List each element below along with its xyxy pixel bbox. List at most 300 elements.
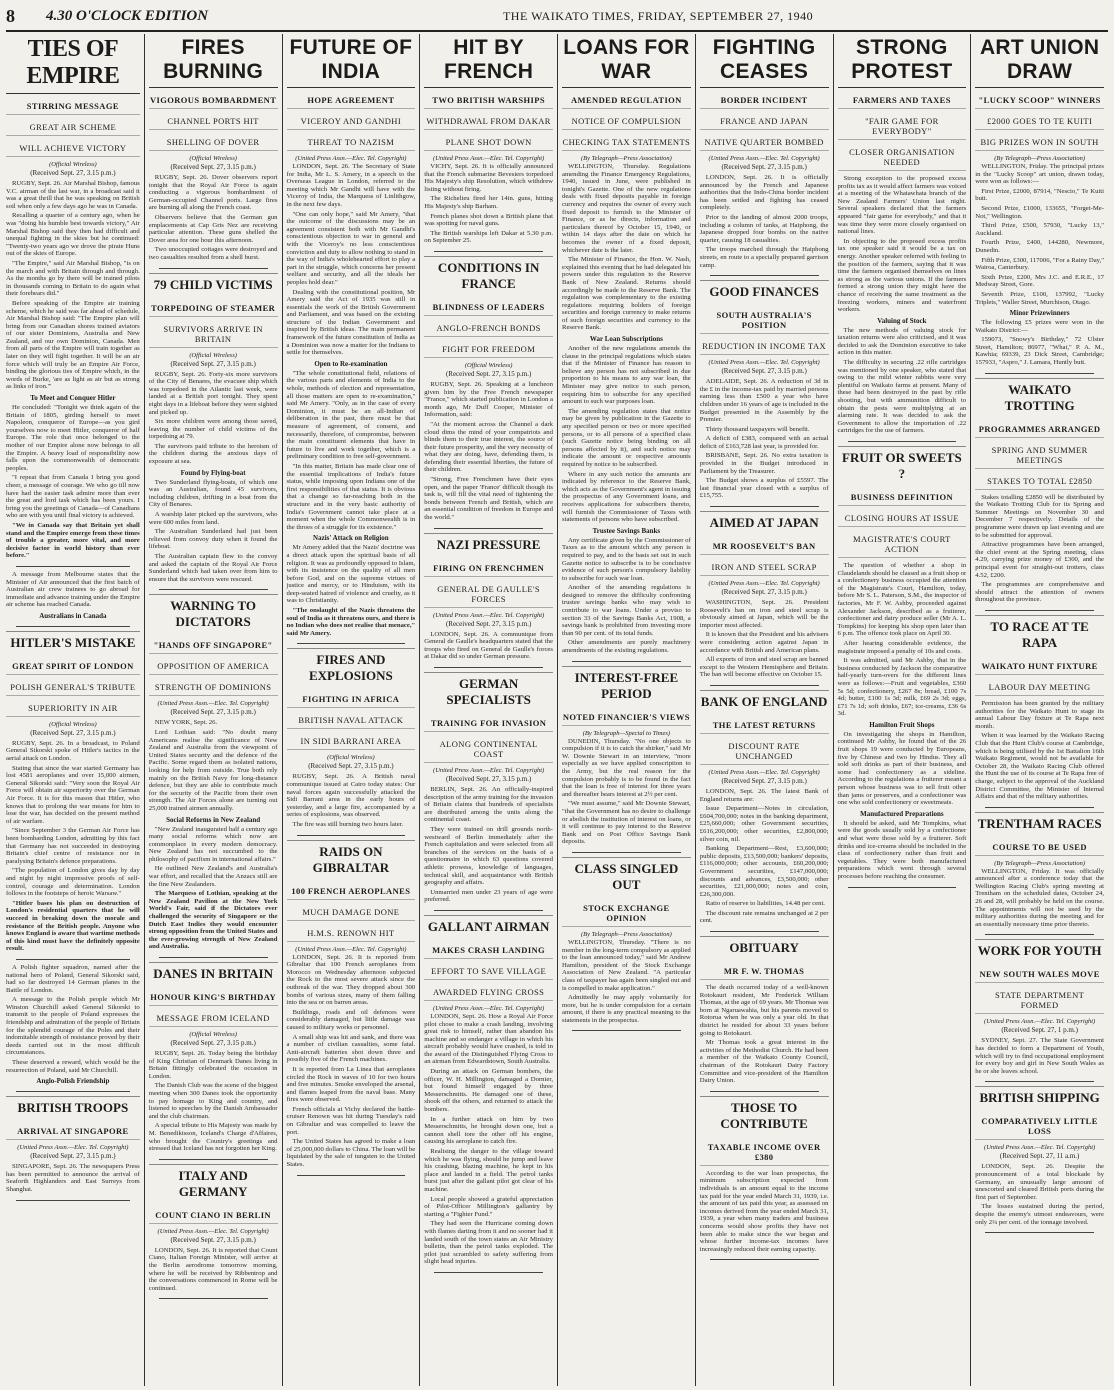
article-paragraph: Strong exception to the proposed excess profits tax as it would affect farmers was voiced at a meeting of the Whatawhata branch of the New Zealand Farmers' Union last night. Several speakers declared that the farmers appeared "fair game for everybody," and that it was time they were more closely organised on national lines.: [837, 175, 967, 236]
article-paragraph: The amending regulation states that notice may be given by publication in the Gazette to any specified person or two or more specified persons, or to all persons of a specified class (such Gazette notice being binding on all persons affected by it), and such notice may indicate the amount or respective amounts required by notice to be subscribed.: [562, 407, 691, 468]
article-paragraph: He concluded: "Tonight we think again of the Britain of 1805, girding herself to meet Napoleon, conqueror of Europe—as you gird yourselves now to meet Hitler, conqueror of half Europe. The role that once belonged to the mother of our Empire alone now belongs to all the Empire. A heavy load of responsibility now falls upon the commonwealth of democratic peoples.: [6, 404, 140, 472]
article-divider: [985, 1081, 1094, 1082]
article-paragraph: Lord Lothian said: "No doubt many Americans realise the significance of New Zealand and Australia from the viewpoint of United States security and the defence of the Pacific. Some regard them as isolated nations, looking for help from outside. True both rely mainly on the British Navy for long-distance defence, but they are able to contribute much for the security of the Pacific from their own strength. The Air Forces alone are turning out 25,000 trained airmen annually.: [148, 728, 278, 812]
subheading: MESSAGE FROM ICELAND: [149, 1010, 278, 1027]
article-divider: [434, 528, 543, 529]
article-paragraph: Buildings, roads and oil defences were considerably damaged, but little damage was caused to military works or personnel.: [286, 1008, 416, 1031]
headline: AIMED AT JAPAN: [700, 511, 829, 534]
inline-subheading: Minor Prizewinners: [1009, 309, 1070, 318]
wire-credit: (Official Wireless): [464, 361, 513, 369]
subheading: TWO BRITISH WARSHIPS: [424, 92, 553, 109]
article-body: [6, 964, 140, 1085]
subheading: 100 FRENCH AEROPLANES: [287, 883, 416, 900]
wire-credit: (By Telegraph—Press Association): [580, 155, 672, 162]
subheading: SUPERIORITY IN AIR: [6, 700, 140, 717]
subheading: FIRING ON FRENCHMEN: [424, 560, 553, 577]
article-paragraph: French planes shot down a British plane that was spotting for naval guns.: [424, 212, 553, 228]
inline-subheading: Australians in Canada: [39, 611, 107, 620]
article-paragraph: The United States has agreed to make a loan of 25,000,000 dollars to China. The loan will be liquidated by the sale of tungsten to the United States.: [286, 1138, 416, 1169]
inline-subheading: Social Reforms in New Zealand: [166, 815, 261, 824]
subheading: STRENGTH OF DOMINIONS: [149, 679, 278, 696]
article-paragraph: The losses sustained during the period, despite the enemy's utmost endeavours, were only 2¼ per cent. of the tonnage involved.: [975, 1203, 1104, 1226]
subheading: BUSINESS DEFINITION: [838, 489, 967, 506]
article-body: [149, 371, 278, 584]
article-divider: [572, 1030, 681, 1031]
subheading: FIGHT FOR FREEDOM: [424, 341, 553, 358]
wire-credit: (United Press Assn.—Elec. Tel. Copyright): [708, 768, 820, 776]
article: [562, 34, 691, 655]
article-body: [975, 868, 1104, 929]
subheading: BORDER INCIDENT: [700, 92, 829, 109]
headline: FIGHTING CEASES: [700, 34, 829, 88]
headline: GALLANT AIRMAN: [424, 915, 553, 938]
article-paragraph: LONDON, Sept. 26. Despite the pronouncement of a total blockade by Germany, an unusually large amount of unescorted and cleared British ports during the first part of September.: [975, 1163, 1104, 1201]
inline-subheading: Anglo-Polish Friendship: [36, 1077, 110, 1086]
article-paragraph: Sixth Prize, £200, Mrs J.C. and E.R.E., 17 Medway Street, Gore.: [975, 273, 1104, 289]
article-divider: [985, 1232, 1094, 1233]
article-body: [700, 174, 829, 269]
headline: FUTURE OF INDIA: [287, 34, 416, 88]
article-paragraph: LONDON, Sept. 26. It is officially announced by the French and Japanese authorities that the Indo-China border incident has been settled and fighting has ceased completely.: [699, 174, 829, 212]
subheading: NOTED FINANCIER'S VIEWS: [562, 709, 691, 726]
article-body: [149, 719, 278, 951]
article-paragraph: "Strong, Free Frenchmen have their eyes open, and the paper 'France' difficult though its task is, will fill the vital need of tightening the bonds between French and British, which are an essential condition of freedom in Europe and the world.": [424, 476, 553, 522]
article-paragraph: LONDON, Sept. 26. How a Royal Air Force pilot chose to make a crash landing, involving great risk to himself, rather than abandon his machine and so endanger a village in which his aircraft probably would have crashed, is told in the award of the Distinguished Flying Cross to an airman from Edwardstown, South Australia.: [424, 1012, 553, 1066]
subheading: FARMERS AND TAXES: [838, 92, 967, 109]
headline: OBITUARY: [700, 936, 829, 959]
article: [700, 511, 829, 679]
article-paragraph: SYDNEY, Sept. 27. The State Government has decided to form a Department of Youth, which will try to find occupational employment for every boy and girl in New South Wales as he or she leaves school.: [975, 1037, 1104, 1075]
article: [424, 533, 553, 661]
article: [838, 34, 967, 435]
inline-subheading: War Loan Subscriptions: [589, 335, 663, 344]
article-paragraph: The Australian captain flew to the convoy and asked the captain of the Royal Air Force Sunderland which had taken over from him to ensure that the survivors were rescued.: [148, 553, 278, 583]
headline: THOSE TO CONTRIBUTE: [700, 1096, 829, 1135]
article-paragraph: RUGBY, Sept. 26. Forty-six more survivors of the City of Benares, the evacuee ship which was torpedoed in the Atlantic last week, were landed at a British port tonight. They spent eight days in a lifeboat before they were sighted and picked up.: [148, 370, 278, 416]
headline: ART UNION DRAW: [975, 34, 1104, 88]
headline: HITLER'S MISTAKE: [6, 631, 140, 654]
subheading: COUNT CIANO IN BERLIN: [149, 1207, 278, 1224]
subheading: GREAT AIR SCHEME: [6, 119, 140, 136]
article-divider: [710, 506, 819, 507]
inline-subheading: Manufactured Preparations: [860, 809, 944, 818]
subheading: MR F. W. THOMAS: [700, 963, 829, 980]
article: [562, 666, 691, 846]
subheading: NOTICE OF COMPULSION: [562, 113, 691, 130]
subheading: ARRIVAL AT SINGAPORE: [6, 1123, 140, 1140]
article-body: [424, 163, 553, 245]
article: [6, 34, 140, 560]
headline: BRITISH SHIPPING: [975, 1086, 1104, 1109]
article-paragraph: BRISBANE, Sept. 26. No extra taxation is provided in the Budget introduced in Parliament by the Treasurer.: [699, 452, 829, 475]
subheading: SPRING AND SUMMER MEETINGS: [975, 442, 1104, 469]
article-divider: [710, 685, 819, 686]
headline: TRENTHAM RACES: [975, 812, 1104, 835]
headline: CONDITIONS IN FRANCE: [424, 256, 553, 295]
article-paragraph: The Minister of Finance, the Hon. W. Nash, explained this evening that he had delegated his powers under this regulation to the Reserve Bank of New Zealand. Returns should accordingly be made to the Reserve Bank. The regulation was complementary to the existing regulations requiring holders of foreign securities and foreign currency to make returns of such foreign securities and currency to the Reserve Bank.: [562, 256, 691, 332]
headline: GERMAN SPECIALISTS: [424, 672, 553, 711]
article-paragraph: RUGBY, Sept. 26. In a broadcast, to Poland General Sikorski spoke of Hitler's tactics in the aerial attack on London.: [6, 739, 140, 763]
article-paragraph: Where in any such notice the amounts are indicated by reference to the Reserve Bank, which acts as the Government's agent in issuing the prospectus of any Government loans, and receives applications for subscribers thereto, will furnish the Commissioner of Taxes with statements of persons who have subscribed.: [562, 470, 691, 524]
article: [424, 256, 553, 522]
article: [975, 812, 1104, 929]
article-paragraph: "Since September 3 the German Air Force has been bombarding London, admitting by this fact that Germany has not succeeded in destroying Britain's chief centre of resistance nor in paralysing Britain's defence preparations.: [6, 827, 140, 865]
article-paragraph: LONDON, Sept. 26. It is reported from Gibraltar that 100 French aeroplanes from Morocco on Wednesday afternoon subjected the Rock to the most severe attack since the outbreak of the war. They dropped about 300 bombs of various sizes, many of them falling into the sea or on barren areas.: [286, 953, 416, 1007]
wire-credit: (United Press Assn.—Elec. Tel. Copyright): [17, 1144, 129, 1152]
article-paragraph: "The population of London gives day by day and night by night impressive proofs of self-control, courage and determination. London follows in the footsteps of heroic Warsaw.": [6, 867, 140, 898]
article-divider: [159, 268, 268, 269]
article-paragraph: During an attack on German bombers, the officer, W. H. Millington, damaged a Dornier, but found himself engaged by three Messerschmitts. He damaged one of these, shook off the others, and returned to attack the bombers.: [424, 1068, 553, 1114]
article-divider: [16, 566, 130, 567]
article-body: [700, 378, 829, 500]
subheading: BLINDNESS OF LEADERS: [424, 299, 553, 316]
received-time: (Received Sept. 27, 3.15 p.m.): [445, 369, 532, 378]
article-paragraph: In a further attack on him by two Messerschmitts, he brought down one, but a cannon shell tore the other off his engine, causing his aeroplane to catch fire.: [424, 1115, 553, 1146]
article: [975, 378, 1104, 604]
article-body: [562, 163, 691, 655]
subheading: CLOSING HOURS AT ISSUE: [838, 510, 967, 527]
article-paragraph: Recalling a quarter of a century ago, when he was "doing his humble best towards victory," Air Marshal Bishop said they then had difficult and unequal fighting in the skies but he continued: "Twenty-two years ago we drove the pirate Huns out of the skies of Europe.: [6, 212, 140, 258]
article: [149, 594, 278, 951]
subheading: STAKES TO TOTAL £2850: [975, 473, 1104, 490]
subheading: FRANCE AND JAPAN: [700, 113, 829, 130]
article: [975, 1086, 1104, 1226]
headline: TO RACE AT TE RAPA: [975, 615, 1104, 654]
article-body: [424, 786, 553, 904]
article-body: [287, 954, 416, 1169]
article-paragraph: Realising the danger to the village toward which he was flying, should he jump and leave his crashing, blazing machine, he kept in his place and landed in a field. The petrol tanks burst just after the gallant pilot got clear of his machine.: [424, 1148, 553, 1193]
article-divider: [159, 1298, 268, 1299]
received-time: (Received Sept. 27, 1 p.m.): [1001, 1026, 1078, 1035]
received-time: (Received Sept. 27, 3.15 p.m.): [30, 728, 116, 737]
subheading: STATE DEPARTMENT FORMED: [975, 987, 1104, 1014]
article-paragraph: It should be asked, said Mr Tompkins, what were the goods usually sold by a confectioner and what were those sold by a fruiterer. Soft drinks and ice-creams should be included in the class of confectionery rather than fruit and vegetables. They were both manufactured preparations which went through several processes before reaching the consumer.: [837, 819, 967, 880]
wire-credit: (United Press Assn.—Elec. Tel. Copyright): [157, 1227, 269, 1235]
inline-subheading: Nazis' Attack on Religion: [313, 534, 389, 543]
wire-credit: (Official Wireless): [49, 720, 97, 728]
article-paragraph: Stakes totalling £2850 will be distributed by the Waikato Trotting Club for its Spring and Summer Meetings on November 30 and December 7 respectively. Details of the programme were drawn up last evening and are to be submitted for approval.: [975, 493, 1104, 539]
subheading: BRITISH NAVAL ATTACK: [287, 712, 416, 729]
article-paragraph: Thirty thousand taxpayers will benefit.: [705, 425, 810, 433]
subheading: PLANE SHOT DOWN: [424, 134, 553, 151]
wire-credit: (By Telegraph—Press Association): [994, 859, 1085, 867]
article-paragraph: LONDON, Sept. 26. A communique from General de Gaulle's headquarters stated that the troops who fired on General de Gaulle's forces at Dakar did so under German pressure.: [424, 630, 553, 661]
received-time: (Received Sept. 27, 3.15 p.m.): [170, 359, 256, 368]
subheading: ANGLO-FRENCH BONDS: [424, 320, 553, 337]
article-paragraph: The difficulty in securing .22 rifle cartridges was mentioned by one speaker, who stated that owing to the mild winter rabbits were very plentiful on Waikato farms at present. Many of these had been destroyed in the past by rifle shooting, but with ammunition difficult to obtain the pests were multiplying at an alarming rate. It was decided to ask the Government to allow the importation of .22 cartridges for the use of farmers.: [837, 359, 967, 435]
article-divider: [710, 1091, 819, 1092]
article: [424, 915, 553, 1266]
headline: FIRES BURNING: [149, 34, 278, 88]
article: [287, 34, 416, 637]
wire-credit: (Official Wireless): [327, 754, 375, 762]
subheading: LABOUR DAY MEETING: [975, 679, 1104, 696]
column-3: [282, 34, 420, 1386]
article-divider: [297, 643, 406, 644]
article-paragraph: A message from Melbourne states that the Minister of Air announced that the first batch of Australian air crew trainees to go abroad for immediate and advance training under the Empire air scheme has reached Canada.: [6, 570, 140, 609]
article-paragraph: Permission has been granted by the military authorities for the Waikato Hunt to stage its annual Labour Day fixture at Te Rapa next month.: [975, 699, 1104, 730]
article-paragraph: A Polish fighter squadron, named after the national hero of Poland, General Sikorski said, had so far destroyed 14 German planes in the Battle of London.: [6, 963, 140, 994]
article-body: [838, 562, 967, 881]
article-paragraph: Mr Amery added that the Nazis' doctrine was a direct attack upon the spiritual basis of all religion. It was as profoundly opposed to Islam, with its insistence on the quality of all men before God, and on the supreme virtues of justice and mercy, or to Hinduism, with its deep-seated hatred of violence and cruelty, as it was to Christianity.: [286, 544, 416, 605]
bold-paragraph: "We in Canada say that Britain yet shall stand and the Empire emerge from these times of trouble a greater, more vital, and more decisive factor in world history than ever before.": [6, 521, 140, 560]
article-paragraph: WELLINGTON, Friday. The principal prizes in the "Lucky Scoop" art union, drawn today, were won as follows:—: [975, 163, 1104, 186]
article-paragraph: First Prize, £2000, 87914, "Nescio," Te Kuiti butt.: [975, 187, 1104, 203]
received-time: (Received Sept. 27, 3.15 p.m.): [170, 163, 256, 171]
article-paragraph: VICHY, Sept. 26. It is officially announced that the French submarine Bevesiers torpedoed His Majesty's ship Resolution, which withdrew listing without firing.: [424, 163, 553, 193]
article-paragraph: After hearing considerable evidence, the magistrate imposed a penalty of 10s and costs.: [837, 639, 967, 655]
subheading: POLISH GENERAL'S TRIBUTE: [6, 679, 140, 696]
subheading: MAKES CRASH LANDING: [424, 942, 553, 959]
article-divider: [985, 373, 1094, 374]
article-paragraph: It was admitted, said Mr Ashby, that in the business conducted by Jackson the comparative half-yearly turn-overs for the different lines were as follows:—Fruit and vegetables, £360 5s 5d; confectionery, £267 8s; bread, £100 7s 4d; butter, £100 1s 3d; milk, £69 2s 3d; eggs, £71 7s 1d; soft drinks, £67; ice-creams, £36 6s 3d.: [837, 657, 967, 718]
article-paragraph: RUGBY, Sept. 26. Speaking at a luncheon given him by the Free French newspaper "France," which started publication in London a month ago, Mr Duff Cooper, Minister of Information, said:: [424, 380, 553, 419]
article-body: [424, 1013, 553, 1266]
article-body: [838, 175, 967, 435]
article-paragraph: NEW YORK, Sept. 26.: [154, 719, 218, 727]
wire-credit: (Official Wireless): [189, 155, 237, 162]
subheading: NEW SOUTH WALES MOVE: [975, 966, 1104, 983]
article-paragraph: "One can only hope," said Mr Amery, "that the outcome of the discussions may be an agreement consistent both with Mr Gandhi's conscientious objection to war in general and with the Viceroy's no less conscientious conviction and duty to allow nothing to stand in the way of India's wholehearted effort to play a part in the struggle, which concerns her present welfare and security, and all the ideals her peoples hold dear.": [286, 210, 416, 286]
subheading: GREAT SPIRIT OF LONDON: [6, 658, 140, 675]
article-divider: [848, 887, 957, 888]
article: [975, 939, 1104, 1075]
article-paragraph: French officials at Vichy declared the battle-cruiser Renown was hit during Tuesday's raid on Gibraltar and was compelled to leave the port.: [286, 1105, 416, 1136]
subheading: HONOUR KING'S BIRTHDAY: [149, 989, 278, 1006]
article-paragraph: The fire was still burning two hours later.: [292, 821, 404, 828]
article-body: [975, 494, 1104, 604]
wire-credit: (United Press Assn.—Elec. Tel. Copyright): [295, 945, 407, 953]
subheading: EFFORT TO SAVE VILLAGE: [424, 963, 553, 980]
column-4: [419, 34, 557, 1386]
article: [700, 936, 829, 1085]
article-paragraph: It is reported from La Linea that aeroplanes circled the Rock in waves of 10 for two hours and five minutes. Smoke enveloped the arsenal, and flames leaped from the naval base. Many fires were observed.: [286, 1065, 416, 1104]
article-paragraph: The Budget shows a surplus of £5597. The last financial year closed with a surplus of £15,755.: [699, 477, 829, 500]
wire-credit: (Official Wireless): [49, 161, 97, 168]
article-paragraph: LONDON, Sept. 26. The Secretary of State for India, Mr L. S. Amery, in a speech to the Overseas League in London, referred to the meeting which Mr Gandhi will have with the Viceroy of India, the Marquess of Linlithgow, in the next few days.: [286, 163, 416, 208]
received-time: (Received Sept. 27, 3.15 p.m.): [721, 588, 807, 597]
headline: FIRES AND EXPLOSIONS: [287, 648, 416, 687]
article-divider: [16, 959, 130, 960]
article-paragraph: Banking Department—Rest, £3,600,000; public deposits, £13,500,000; bankers' deposits, £116,000,000; other accounts, £60,200,000; Government securities, £147,000,000; discounts and advances, £3,500,000; other securities, £21,000,000; notes and coin, £26,300,000.: [699, 845, 829, 898]
article-divider: [572, 852, 681, 853]
article-paragraph: On investigating the shops in Hamilton, continued Mr Ashby, he found that of the 26 fruit shops 19 were conducted by Europeans, five by Chinese and two by Hindus. They all sold soft drinks as part of their business, and some had confectionery as a sideline. According to the regulations a fruiterer meant a person whose business was to sell fruit other than jams or preserves, and a confectioner was one who sold confectionery or sweetmeats.: [837, 730, 967, 807]
subheading: THREAT TO NAZISM: [287, 134, 416, 151]
article-paragraph: These deserved a reward, which would be the resurrection of Poland, said Mr Churchill.: [6, 1059, 140, 1074]
article: [6, 571, 140, 620]
article-body: [6, 740, 140, 953]
article-paragraph: BERLIN, Sept. 26. An officially-inspired description of the army training for the invasion of Britain claims that hundreds of specialists are distributed among the units along the continental coast.: [424, 786, 553, 824]
subheading: OPPOSITION OF AMERICA: [149, 658, 278, 675]
article-paragraph: Fourth Prize, £400, 144280, Newmore, Dunedin.: [975, 239, 1104, 254]
received-time: (Received Sept. 27, 3.15 p.m.): [170, 708, 256, 717]
article-paragraph: Local people showed a grateful appreciation of Pilot-Officer Millington's gallantry by starting a "Fighter Fund.": [424, 1195, 553, 1218]
article: [700, 34, 829, 269]
headline: WARNING TO DICTATORS: [149, 594, 278, 633]
subheading: WITHDRAWAL FROM DAKAR: [424, 113, 553, 130]
article-paragraph: A warship later picked up the survivors, who were 600 miles from land.: [148, 511, 278, 526]
subheading: CHECKING TAX STATEMENTS: [562, 134, 691, 151]
column-5: [557, 34, 695, 1386]
column-7: [833, 34, 971, 1386]
article: [975, 615, 1104, 801]
article-paragraph: A message to the Polish people which Mr Winston Churchill asked General Sikorski to transmit to the people of Poland expresses the friendship and admiration of the people of Britain for the splendid courage of the Poles and their indomitable strength of resistance proved by their deeds carried out in the most difficult circumstances.: [6, 996, 140, 1057]
subheading: TAXABLE INCOME OVER £380: [700, 1139, 829, 1166]
article-divider: [985, 610, 1094, 611]
article-paragraph: The programmes are comprehensive and should attract the attention of owners throughout the province.: [975, 581, 1104, 604]
article-body: [6, 1163, 140, 1193]
article-divider: [434, 667, 543, 668]
subheading: REDUCTION IN INCOME TAX: [700, 338, 829, 355]
article-paragraph: A small ship was hit and sank, and there was a number of civilian casualties, some fatal. Anti-aircraft batteries shot down three and possibly five of the French machines.: [286, 1033, 416, 1064]
article: [149, 1164, 278, 1293]
subheading: IRON AND STEEL SCRAP: [700, 559, 829, 576]
article-divider: [434, 1272, 543, 1273]
subheading: DISCOUNT RATE UNCHANGED: [700, 738, 829, 765]
article-divider: [159, 1159, 268, 1160]
article-paragraph: SINGAPORE, Sept. 26. The newspapers Press has been permitted to announce the arrival of Seaforth Highlanders and East Surreys from Shanghai.: [6, 1163, 140, 1193]
article-paragraph: All exports of iron and steel scrap are banned except to the Western Hemisphere and Britain. The ban will become effective on October 15.: [699, 656, 829, 679]
wire-credit: (United Press Assn.—Elec. Tel. Copyright): [708, 580, 820, 588]
wire-credit: (By Telegraph—Press Association): [994, 155, 1085, 162]
bold-paragraph: "Hitler bases his plan on destruction of London's residential quarters that he will succeed in breaking down the morale and resistance of the British people. Anyone who knows England is aware that wartime methods of this kind must have the definitely opposite result.: [6, 899, 140, 953]
wire-credit: (By Telegraph—Special to Times): [582, 729, 671, 737]
subheading: THE LATEST RETURNS: [700, 717, 829, 734]
wire-credit: (Official Wireless): [189, 351, 237, 359]
subheading: STOCK EXCHANGE OPINION: [562, 900, 691, 927]
article-paragraph: Two unoccupied cottages were destroyed and two casualties resulted from a shell burst.: [148, 246, 278, 261]
article-paragraph: Third Prize, £500, 57930, "Lucky 13," Auckland.: [975, 222, 1104, 237]
article-paragraph: WELLINGTON, Thursday. "There is no member in the long-term compulsory as applied to the loan announced today," said Mr Andrew Hamilton, president of the Stock Exchange Association of New Zealand. "A particular class of taxpayer has again been singled out and is compelled to make application.": [562, 938, 691, 992]
subheading: WAIKATO HUNT FIXTURE: [975, 658, 1104, 675]
article-divider: [710, 275, 819, 276]
article-paragraph: ADELAIDE, Sept. 26. A reduction of 3d in the £ in the income-tax paid by married persons earning less than £500 a year who have children under 16 years of age is included in the Budget presented in the Assembly by the Premier.: [699, 378, 829, 424]
received-time: (Received Sept. 27, 3.15 p.m.): [445, 775, 532, 783]
article-body: [975, 700, 1104, 801]
article: [6, 964, 140, 1085]
article: [6, 631, 140, 953]
article-body: [562, 939, 691, 1025]
headline: WAIKATO TROTTING: [975, 378, 1104, 417]
article-paragraph: The Richelieu fired her 14in. guns, hitting His Majesty's ship Barham.: [424, 195, 553, 210]
article-paragraph: A deficit of £383, compared with an actual deficit of £163,728 last year, is provided for.: [699, 435, 829, 450]
received-time: (Received Sept. 27, 3.15 p.m.): [30, 1152, 116, 1161]
article-body: [287, 773, 416, 828]
inline-subheading: Hamilton Fruit Shops: [869, 720, 935, 729]
inline-subheading: Valuing of Stock: [877, 316, 927, 325]
article: [700, 280, 829, 500]
article-body: [700, 984, 829, 1085]
article-paragraph: A special tribute to His Majesty was made by M. Benediktsson, Iceland's Charge d'Affaires, who brought the Country's greetings and stressed that Iceland has not forgotten her King.: [148, 1122, 278, 1153]
article: [975, 34, 1104, 367]
article: [6, 1096, 140, 1193]
subheading: COURSE TO BE USED: [975, 839, 1104, 856]
article-paragraph: RUGBY, Sept. 26. Today being the birthday of King Christian of Denmark Danes living in Britain fittingly celebrated the occasion in London.: [148, 1050, 278, 1080]
wire-credit: (By Telegraph—Press Association): [580, 930, 672, 938]
article-paragraph: "The Empire," said Air Marshal Bishop, "is on the march and with Britain through and through. As the months go by there will be trained pilots in thousands coming to Britain to do again what their forebears did.": [6, 259, 140, 298]
article-paragraph: Stating that since the war started Germany has lost 4581 aeroplanes and over 15,000 airmen, General Sikorski said: "Very soon the Royal Air Force will obtain air superiority over the German Air Force. It is for this reason that Hitler, who knows that to prolong the war means for him to lose the war, has decided on the present method of air warfare.: [6, 764, 140, 825]
article-paragraph: Dealing with the constitutional position, Mr Amery said the Act of 1935 was still in essentials the work of the British Government and Parliament, and was based on the existing structure of the Indian Government and inspired by British ideas. The main permanent framework of the future constitution of India as a Dominion was now a matter for the Indians to settle for themselves.: [286, 288, 416, 357]
headline: INTEREST-FREE PERIOD: [562, 666, 691, 705]
column-8: [970, 34, 1108, 1386]
wire-credit: (United Press Assn.—Elec. Tel. Copyright): [433, 1004, 545, 1012]
article: [149, 962, 278, 1153]
article-paragraph: RUGBY, Sept. 26. A British naval communique issued at Cairo today states: Our naval forces again successfully attacked the Sidi Barrani area in the early hours of yesterday, and a large fire, accompanied by a series of explosions, was observed.: [286, 773, 416, 819]
article-paragraph: When it was learned by the Waikato Racing Club that the Hunt Club's course at Cambridge, which is being utilised by the 1st Battalion 16th Waikato Regiment, would not be available for October 28, the Waikato Racing Club offered the Hunt the use of its course at Te Rapa free of charge, subject to the approval of the Auckland District Committee, the Minister of Internal Affairs and that of the military authorities.: [975, 732, 1104, 801]
subheading: WILL ACHIEVE VICTORY: [6, 140, 140, 157]
subheading: PROGRAMMES ARRANGED: [975, 421, 1104, 438]
article-paragraph: The new methods of valuing stock for taxation returns were also criticised, and it was decided to ask the Dominion executive to take action in this matter.: [837, 326, 967, 357]
article-divider: [985, 807, 1094, 808]
article-paragraph: The discount rate remains unchanged at 2 per cent.: [699, 909, 829, 925]
wire-credit: (United Press Assn.—Elec. Tel. Copyright): [984, 1144, 1096, 1152]
subheading: COMPARATIVELY LITTLE LOSS: [975, 1113, 1104, 1140]
article-paragraph: Seventh Prize, £100, 137992, "Lucky Triplets," Waller Street, Murchison, Otago.: [975, 290, 1104, 306]
column-1: [6, 34, 144, 1386]
column-2: [144, 34, 282, 1386]
article-paragraph: Two Sunderland flying-boats, of which one was an Australian, found 45 survivors, including children, drifting in a boat from the City of Benares.: [148, 478, 278, 509]
article: [287, 840, 416, 1169]
subheading: "FAIR GAME FOR EVERYBODY": [838, 113, 967, 140]
received-time: (Received Sept. 27, 3.15 p.m.): [308, 762, 394, 771]
page-number: 8: [6, 5, 15, 26]
article-divider: [572, 661, 681, 662]
article-body: [700, 599, 829, 679]
article-paragraph: Mr Thomas took a great interest in the activities of the Methodist Church. He had been a member of the Waikato County Council, chairman of the Rotokauri Dairy Factory Committee and vice-president of the Hamilton Dairy Union.: [699, 1039, 829, 1085]
article-paragraph: WELLINGTON, Friday. It was officially announced after a conference today that the Wellington Racing Club's spring meeting at Trentham on the scheduled dates, October 24, 26 and 28, will probably be held on the course. The appointments will not be used by the military authorities during the meeting and for an essentially necessary time prior thereto.: [975, 867, 1104, 928]
subheading: IN SIDI BARRANI AREA: [287, 733, 416, 750]
article-paragraph: Before speaking of the Empire air training scheme, which he said was far ahead of schedule, Air Marshal Bishop said: "The Empire plan will bring from our Canadian shores trained aviators of our sister Dominions, Australia and New Zealand, and our own Dominion, Canada. Men from all parts of the Empire will train together as later on they will fight together. It will be an air force which will truly be an Empire Air Force, binding the glorious ties of Empire which, in the words of Burke, 'are as light as air but as strong as links of iron.'": [6, 299, 140, 391]
column-6: [695, 34, 833, 1386]
article-paragraph: Attractive programmes have been arranged, the chief event at the Spring meeting, class 4.29, carrying prize money of £300, and the principal event for straight-out trotters, class 4.52, £200.: [975, 541, 1104, 579]
article-paragraph: The question of whether a shop in Claudelands should be classed as a fruit shop or a confectionery business occupied the attention of the Magistrate's Court, Hamilton, today, before Mr S. L. Paterson, S.M., the inspector of factories, Mr F. W. Ashby, proceeded against Alexander Jackson, described as a fruiterer, confectioner and dairy produce seller (Mr A. L. Tompkins) for keeping his shop open later than 6 p.m. The offence took place on April 30.: [837, 562, 967, 638]
headline: ITALY AND GERMANY: [149, 1164, 278, 1203]
article-divider: [159, 957, 268, 958]
subheading: VIGOROUS BOMBARDMENT: [149, 92, 278, 109]
article-paragraph: According to the war loan prospectus, the minimum subscription expected from individuals is an amount equal to the income tax paid for the year ended March 31, 1939, i.e. the amount of tax paid this year, as assessed on incomes derived from the year ended March 31, 1939, a year when many traders and business concerns would show profits they have not been able to make since the war began and whose further income-tax incomes have increasingly reduced their earning capacity.: [699, 1169, 829, 1253]
received-time: (Received Sept. 27, 3.15 p.m.): [30, 169, 116, 177]
article-paragraph: "The whole constitutional field, relations of the various parts and elements of India to the whole, methods of election and representation, all those matters are open to re-examination," said Mr Amery. "Only, as in the case of every Dominion, it must be an all-Indian of deliberation in the past, there must be that measure of agreement, of consent, and necessarily, therefore, of compromise, between the main constituent elements that have in future to live and work together, which is a preliminary condition to free self-government.: [286, 369, 416, 461]
subheading: FIGHTING IN AFRICA: [287, 691, 416, 708]
article-paragraph: Prior to the landing of almost 2000 troops, including a column of tanks, at Haiphong, the Japanese dropped four bombs on the native quarter, causing 18 casualties.: [699, 213, 829, 244]
subheading: ALONG CONTINENTAL COAST: [424, 736, 553, 763]
article-paragraph: The troops marched through the Haiphong streets, en route to a specially prepared garrison camp.: [699, 246, 829, 269]
subheading: MR ROOSEVELT'S BAN: [700, 538, 829, 555]
headline: 79 CHILD VICTIMS: [149, 273, 278, 296]
subheading: H.M.S. RENOWN HIT: [287, 925, 416, 942]
headline: BANK OF ENGLAND: [700, 690, 829, 713]
inline-subheading: Trustee Savings Banks: [592, 526, 661, 535]
article-paragraph: Other amendments are purely machinery amendments of the existing regulations.: [562, 639, 691, 655]
article-paragraph: WELLINGTON, Thursday. Regulations amending the Finance Emergency Regulations, 1940, issued in June, were published in tonight's Gazette. One of the new regulations deals with fixed deposits payable in foreign currency and requires the owner of every such fixed deposit to furnish to the Minister of Finance, or as he directs, information and particulars thereof by October 15, 1940, or within 14 days after the date on which he becomes the owner of a fixed deposit, whichever date is the later.: [562, 163, 691, 254]
received-time: (Received Sept. 27, 3.15 p.m.): [721, 163, 807, 171]
article: [838, 446, 967, 881]
inline-subheading: To Meet and Conquer Hitler: [30, 394, 116, 403]
article-paragraph: "At the moment across the Channel a dark cloud dims the mind of your compatriots and blinds them to their true interest, the source of their future prosperity, and the very necessity of what they are doing, have, defending them, is defending their essential liberties, the future of their children.: [424, 420, 553, 474]
wire-credit: (United Press Assn.—Elec. Tel. Copyright): [295, 155, 407, 162]
article-divider: [848, 441, 957, 442]
headline: STRONG PROTEST: [838, 34, 967, 88]
subheading: MUCH DAMAGE DONE: [287, 904, 416, 921]
headline: HIT BY FRENCH: [424, 34, 553, 88]
article-body: [149, 174, 278, 262]
article-paragraph: "I repeat that from Canada I bring you good cheer, a message of courage. We who go till now have had the easier task admire more than ever the great and lord task which has been yours. I bring you the greetings of Canada—of Canadians who are with you until final victory is achieved.: [6, 474, 140, 520]
article-paragraph: Admittedly he may apply voluntarily for more, but he is under compulsion for a certain amount, if there is any practical meaning to the statements in the prospectus.: [562, 994, 691, 1024]
wire-credit: (Official Wireless): [189, 1031, 237, 1038]
article-paragraph: It is known that the President and his advisers were considering action against Japan in accordance with British and American plans.: [699, 631, 829, 654]
article-body: [6, 180, 140, 560]
article-paragraph: The death occurred today of a well-known Rotokauri resident, Mr Frederick William Thomas, at the age of 69 years. Mr Thomas was born at Ngaruawahia, but his parents moved to Rotorua when he was only a year old. In that district he resided for about 33 years before going to Rotokauri.: [699, 984, 829, 1037]
